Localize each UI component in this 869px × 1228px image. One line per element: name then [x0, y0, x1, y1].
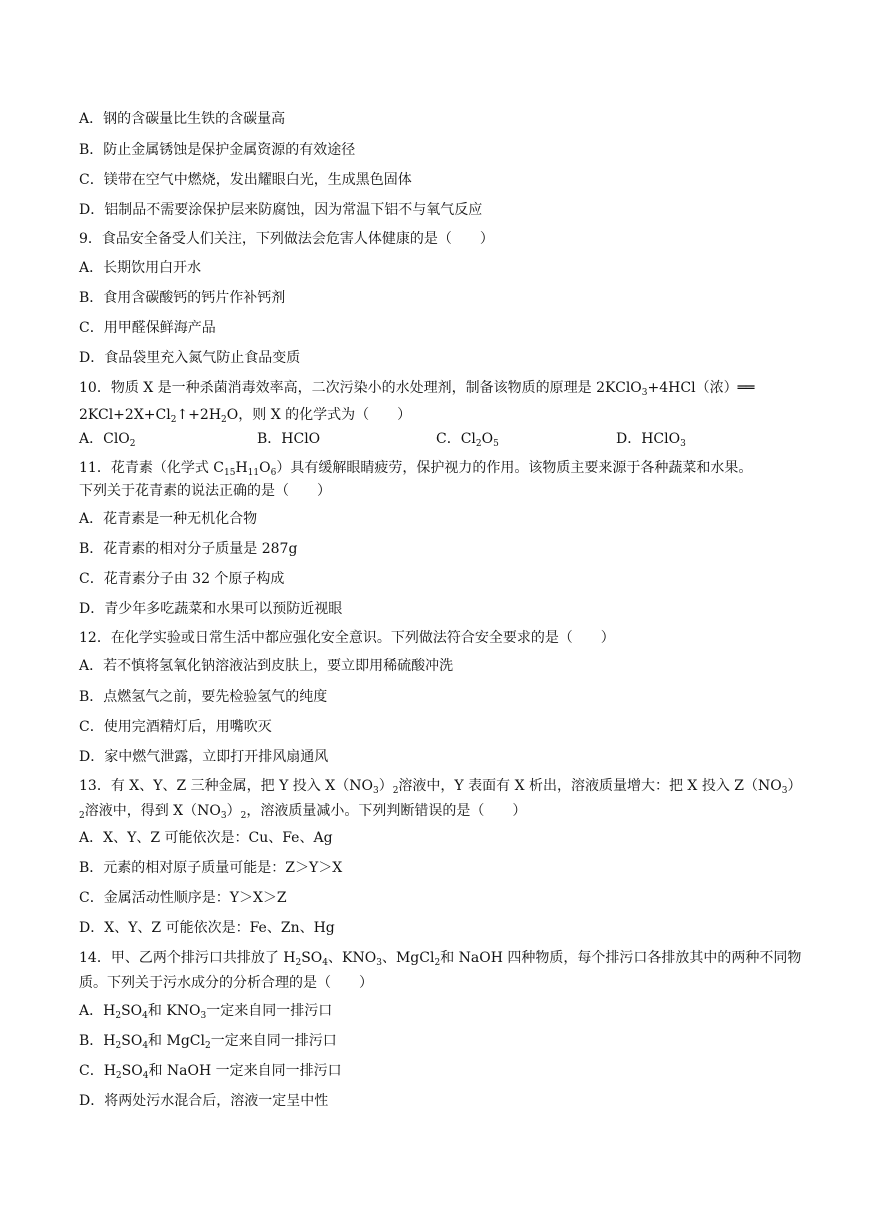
q10-stem-line1: 10．物质 X 是一种杀菌消毒效率高，二次污染小的水处理剂，制备该物质的原理是 2KClO$_3$+4HCl（浓）══ [79, 380, 755, 398]
q11-option-c: C．花青素分子由 32 个原子构成 [79, 571, 285, 587]
q13-option-d: D．X、Y、Z 可能依次是：Fe、Zn、Hg [79, 920, 335, 936]
q9-option-a: A．长期饮用白开水 [79, 260, 202, 276]
q13-option-c: C．金属活动性顺序是：Y＞X＞Z [79, 890, 287, 906]
q14-stem-line2: 质。下列关于污水成分的分析合理的是（ ） [79, 975, 373, 991]
q9-option-c: C．用甲醛保鲜海产品 [79, 320, 216, 336]
q9-option-d: D．食品袋里充入氮气防止食品变质 [79, 350, 301, 366]
q11-stem-line2: 下列关于花青素的说法正确的是（ ） [79, 483, 331, 499]
q12-option-c: C．使用完酒精灯后，用嘴吹灭 [79, 719, 272, 735]
q9-option-b: B．食用含碳酸钙的钙片作补钙剂 [79, 290, 286, 306]
q12-option-d: D．家中燃气泄露，立即打开排风扇通风 [79, 749, 329, 765]
q13-option-b: B．元素的相对原子质量可能是：Z＞Y＞X [79, 860, 343, 876]
q14-option-d: D．将两处污水混合后，溶液一定呈中性 [79, 1093, 329, 1109]
q13-stem-line1: 13．有 X、Y、Z 三种金属，把 Y 投入 $X(NO_3)_2$溶液中，Y 表面有 X 析出，溶液质量增大：把 X 投入 $Z(NO_3)$ [79, 778, 802, 796]
q12-option-a: A．若不慎将氢氧化钠溶液沾到皮肤上，要立即用稀硫酸冲洗 [79, 658, 454, 674]
q8-option-a: A．钢的含碳量比生铁的含碳量高 [79, 111, 286, 127]
q8-option-c: C．镁带在空气中燃烧，发出耀眼白光，生成黑色固体 [79, 172, 412, 188]
q12-option-b: B．点燃氢气之前，要先检验氢气的纯度 [79, 689, 328, 705]
q14-option-b: B．$H_2SO_4$和 MgCl$_2$一定来自同一排污口 [79, 1033, 337, 1051]
q13-option-a: A．X、Y、Z 可能依次是：Cu、Fe、Ag [79, 830, 333, 846]
q10-option-c: C．$Cl_2O_5$ [436, 431, 499, 449]
q11-stem-line1: 11．花青素（化学式 $C_{15}H_{11}O_6$）具有缓解眼睛疲劳，保护视力的作用。该物质主要来源于各种蔬菜和水果。 [79, 460, 753, 478]
q10-stem-line2: $2KCl+2X+Cl_2↑+2H_2O$，则 X 的化学式为（ ） [79, 407, 412, 425]
q11-option-a: A．花青素是一种无机化合物 [79, 511, 258, 527]
q10-option-d: D．HClO$_3$ [616, 431, 686, 449]
q14-stem-line1: 14．甲、乙两个排污口共排放了 $H_2SO_4$、$KNO_3$、MgCl$_2$和 NaOH 四种物质，每个排污口各排放其中的两种不同物 [79, 950, 802, 968]
q10-option-b: B．HClO [257, 431, 321, 447]
q11-option-d: D．青少年多吃蔬菜和水果可以预防近视眼 [79, 601, 343, 617]
q8-option-d: D．铝制品不需要涂保护层来防腐蚀，因为常温下铝不与氧气反应 [79, 202, 483, 218]
q10-option-a: A．ClO$_2$ [79, 431, 136, 449]
q13-stem-line2: $_2$溶液中，得到 $X(NO_3)_2$，溶液质量减小。下列判断错误的是（ ） [79, 803, 527, 821]
q9-stem: 9．食品安全备受人们关注，下列做法会危害人体健康的是（ ） [79, 231, 494, 247]
q12-stem: 12．在化学实验或日常生活中都应强化安全意识。下列做法符合安全要求的是（ ） [79, 630, 615, 646]
q14-option-a: A．$H_2SO_4$和 $KNO_3$一定来自同一排污口 [79, 1003, 333, 1021]
q11-option-b: B．花青素的相对分子质量是 287g [79, 541, 298, 557]
q8-option-b: B．防止金属锈蚀是保护金属资源的有效途径 [79, 142, 356, 158]
q14-option-c: C．$H_2SO_4$和 NaOH 一定来自同一排污口 [79, 1063, 342, 1081]
